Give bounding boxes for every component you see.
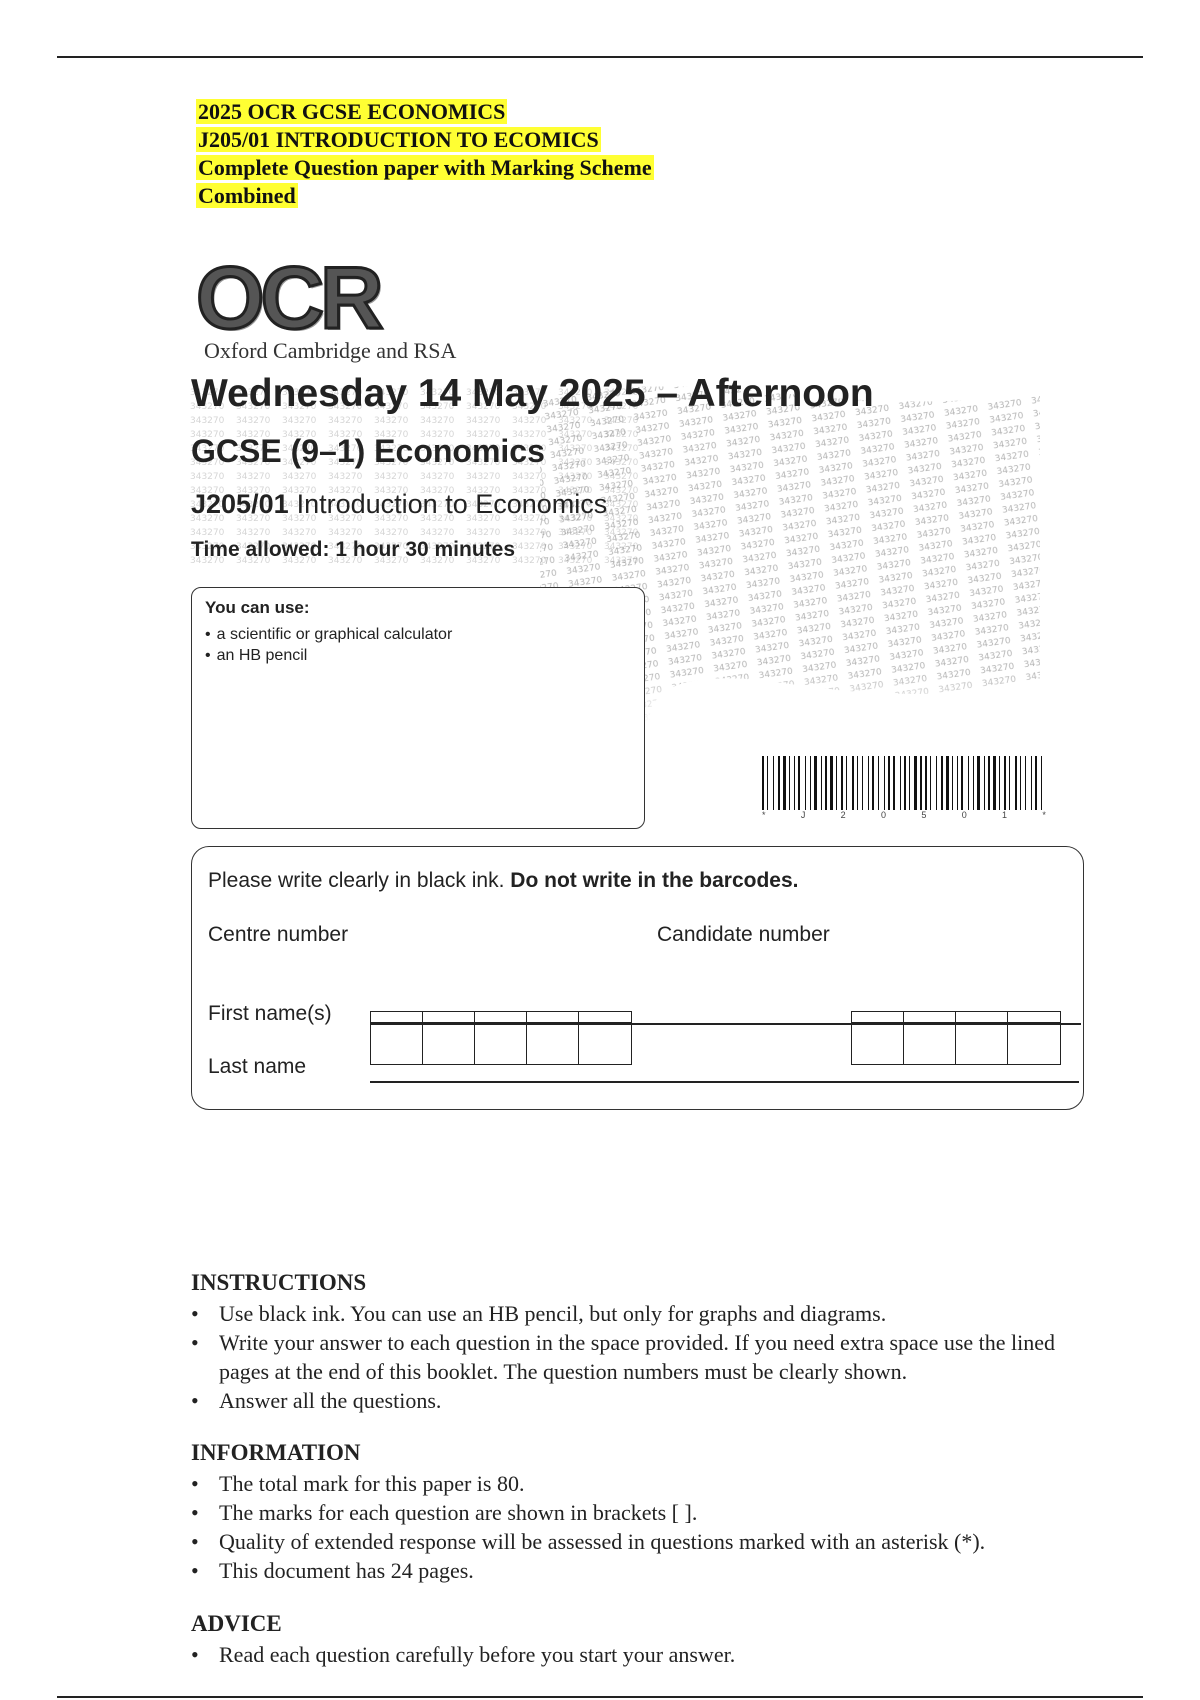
candidate-number-label: Candidate number [657, 923, 830, 946]
list-item: • Answer all the questions. [191, 1386, 1091, 1415]
paper-code: J205/01 [191, 489, 289, 519]
list-item: • Write your answer to each question in the space provided. If you need extra space use the lined pages at the end of this booklet. The question numbers must be clearly shown. [191, 1328, 1091, 1386]
candidate-number-cell[interactable] [956, 1012, 1008, 1064]
exam-date: Wednesday 14 May 2025 – Afternoon [191, 372, 874, 415]
centre-number-cell[interactable] [423, 1012, 475, 1064]
centre-number-field[interactable] [370, 1011, 632, 1065]
instructions-heading: INSTRUCTIONS [191, 1270, 367, 1295]
last-name-line[interactable] [370, 1081, 1079, 1083]
centre-number-cell[interactable] [475, 1012, 527, 1064]
barcode [762, 756, 1048, 810]
time-allowed: Time allowed: 1 hour 30 minutes [191, 538, 516, 561]
candidate-instruction [208, 869, 799, 893]
highlighted-header [196, 98, 654, 210]
barcode-digit: 2 [840, 810, 848, 820]
first-name-line[interactable] [370, 1023, 1081, 1025]
header-line-1: 2025 OCR GCSE ECONOMICS [198, 99, 506, 124]
barcode-digit: * [1042, 810, 1048, 820]
centre-number-cell[interactable] [579, 1012, 631, 1064]
instruction-plain: Please write clearly in black ink. [208, 869, 505, 892]
list-item: • a scientific or graphical calculator [205, 624, 452, 645]
you-can-use-heading: You can use: [205, 598, 310, 617]
header-line-2: J205/01 INTRODUCTION TO ECOMICS [198, 127, 599, 152]
last-name-label: Last name [208, 1055, 307, 1078]
instruction-bold: Do not write in the barcodes. [510, 869, 799, 892]
candidate-number-cell[interactable] [852, 1012, 904, 1064]
list-item: • The marks for each question are shown in brackets [ ]. [191, 1498, 1091, 1527]
centre-number-cell[interactable] [527, 1012, 579, 1064]
candidate-number-field[interactable] [851, 1011, 1061, 1065]
barcode-digit: * [762, 810, 768, 820]
barcode-digit: 5 [921, 810, 929, 820]
exam-subject: GCSE (9–1) Economics [191, 433, 545, 469]
list-item: • This document has 24 pages. [191, 1556, 1091, 1585]
barcode-digit: J [800, 810, 808, 820]
candidate-number-cell[interactable] [1008, 1012, 1060, 1064]
ocr-logo: OCR [196, 248, 380, 347]
candidate-number-cell[interactable] [904, 1012, 956, 1064]
centre-number-label: Centre number [208, 923, 349, 946]
you-can-use-list [205, 624, 452, 666]
first-name-label: First name(s) [208, 1002, 332, 1025]
you-can-use-box [191, 587, 645, 829]
header-line-4: Combined [198, 183, 296, 208]
bottom-rule [57, 1696, 1143, 1698]
information-list [191, 1469, 1091, 1585]
candidate-details-box [191, 846, 1084, 1110]
barcode-digit: 1 [1002, 810, 1010, 820]
paper-title: Introduction to Economics [296, 489, 608, 519]
list-item: • The total mark for this paper is 80. [191, 1469, 1091, 1498]
header-line-3: Complete Question paper with Marking Scheme [198, 155, 652, 180]
barcode-digit: 0 [881, 810, 889, 820]
top-rule [57, 56, 1143, 58]
barcode-digit: 0 [961, 810, 969, 820]
list-item: • Use black ink. You can use an HB pencil, but only for graphs and diagrams. [191, 1299, 1091, 1328]
instructions-list [191, 1299, 1091, 1415]
list-item: • an HB pencil [205, 645, 452, 666]
list-item: • Read each question carefully before you start your answer. [191, 1640, 1091, 1669]
list-item: • Quality of extended response will be assessed in questions marked with an asterisk (*). [191, 1527, 1091, 1556]
centre-number-cell[interactable] [371, 1012, 423, 1064]
information-heading: INFORMATION [191, 1440, 361, 1465]
advice-heading: ADVICE [191, 1611, 282, 1636]
advice-list [191, 1640, 1091, 1669]
barcode-digits [762, 810, 1048, 820]
logo-subtitle: Oxford Cambridge and RSA [204, 338, 457, 363]
paper-code-line [191, 489, 607, 520]
